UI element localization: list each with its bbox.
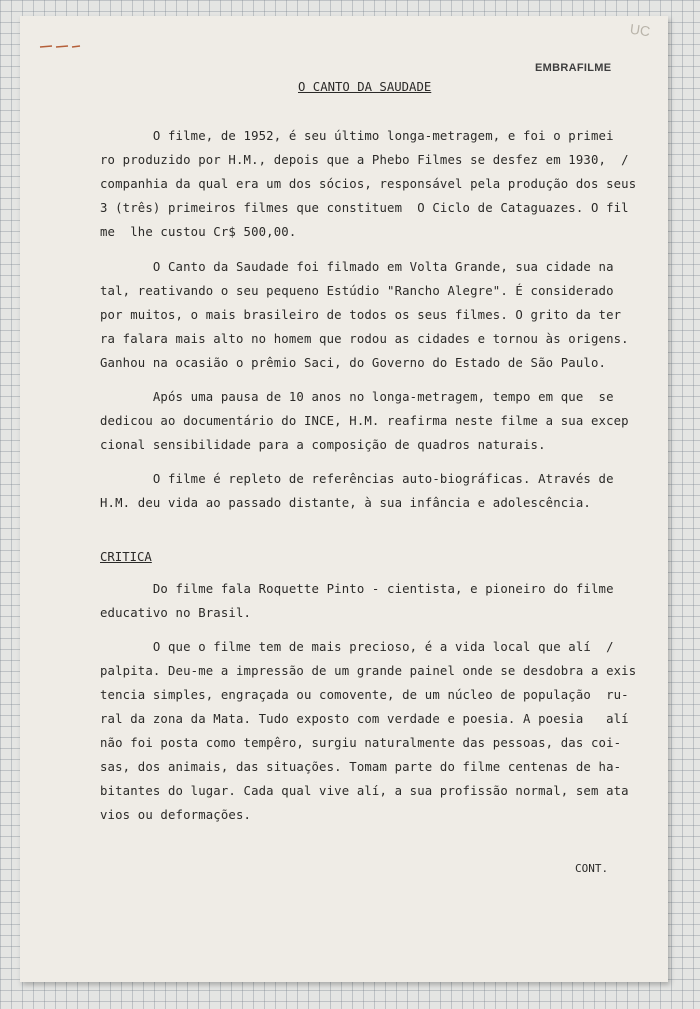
text-line: ro produzido por H.M., depois que a Phebo Filmes se desfez em 1930, / xyxy=(100,153,629,167)
section-heading: CRITICA xyxy=(100,550,152,564)
text-line: educativo no Brasil. xyxy=(100,606,252,620)
document-title: O CANTO DA SAUDADE xyxy=(298,80,432,94)
text-line: cional sensibilidade para a composição de quadros naturais. xyxy=(100,438,546,452)
text-line: 3 (três) primeiros filmes que constituem O Ciclo de Cataguazes. O fil xyxy=(100,201,629,215)
text-line: sas, dos animais, das situações. Tomam parte do filme centenas de ha- xyxy=(100,760,622,774)
text-line: tencia simples, engraçada ou comovente, de um núcleo de população ru- xyxy=(100,688,629,702)
text-line: companhia da qual era um dos sócios, responsável pela produção dos seus xyxy=(100,177,637,191)
text-line: vios ou deformações. xyxy=(100,808,252,822)
embrafilme-stamp: EMBRAFILME xyxy=(535,62,612,74)
text-line: O que o filme tem de mais precioso, é a vida local que alí / xyxy=(100,640,614,654)
text-line: tal, reativando o seu pequeno Estúdio "Rancho Alegre". É considerado xyxy=(100,284,614,298)
text-line: Do filme fala Roquette Pinto - cientista, e pioneiro do filme xyxy=(100,582,614,596)
text-line: ral da zona da Mata. Tudo exposto com verdade e poesia. A poesia alí xyxy=(100,712,629,726)
pencil-mark: UC xyxy=(628,20,652,40)
document-page xyxy=(20,16,668,982)
text-line: Após uma pausa de 10 anos no longa-metragem, tempo em que se xyxy=(100,390,614,404)
text-line: não foi posta como tempêro, surgiu naturalmente das pessoas, das coi- xyxy=(100,736,622,750)
text-line: ra falara mais alto no homem que rodou as cidades e tornou às origens. xyxy=(100,332,629,346)
text-line: O Canto da Saudade foi filmado em Volta Grande, sua cidade na xyxy=(100,260,614,274)
continuation-mark: CONT. xyxy=(575,862,609,875)
text-line: bitantes do lugar. Cada qual vive alí, a sua profissão normal, sem ata xyxy=(100,784,629,798)
text-line: O filme é repleto de referências auto-biográficas. Através de xyxy=(100,472,614,486)
text-line: H.M. deu vida ao passado distante, à sua infância e adolescência. xyxy=(100,496,591,510)
text-line: me lhe custou Cr$ 500,00. xyxy=(100,225,297,239)
text-line: por muitos, o mais brasileiro de todos os seus filmes. O grito da ter xyxy=(100,308,622,322)
text-line: O filme, de 1952, é seu último longa-metragem, e foi o primei xyxy=(100,129,614,143)
text-line: dedicou ao documentário do INCE, H.M. reafirma neste filme a sua excep xyxy=(100,414,629,428)
pen-mark-icon xyxy=(38,38,82,54)
text-line: Ganhou na ocasião o prêmio Saci, do Governo do Estado de São Paulo. xyxy=(100,356,607,370)
text-line: palpita. Deu-me a impressão de um grande painel onde se desdobra a exis xyxy=(100,664,637,678)
